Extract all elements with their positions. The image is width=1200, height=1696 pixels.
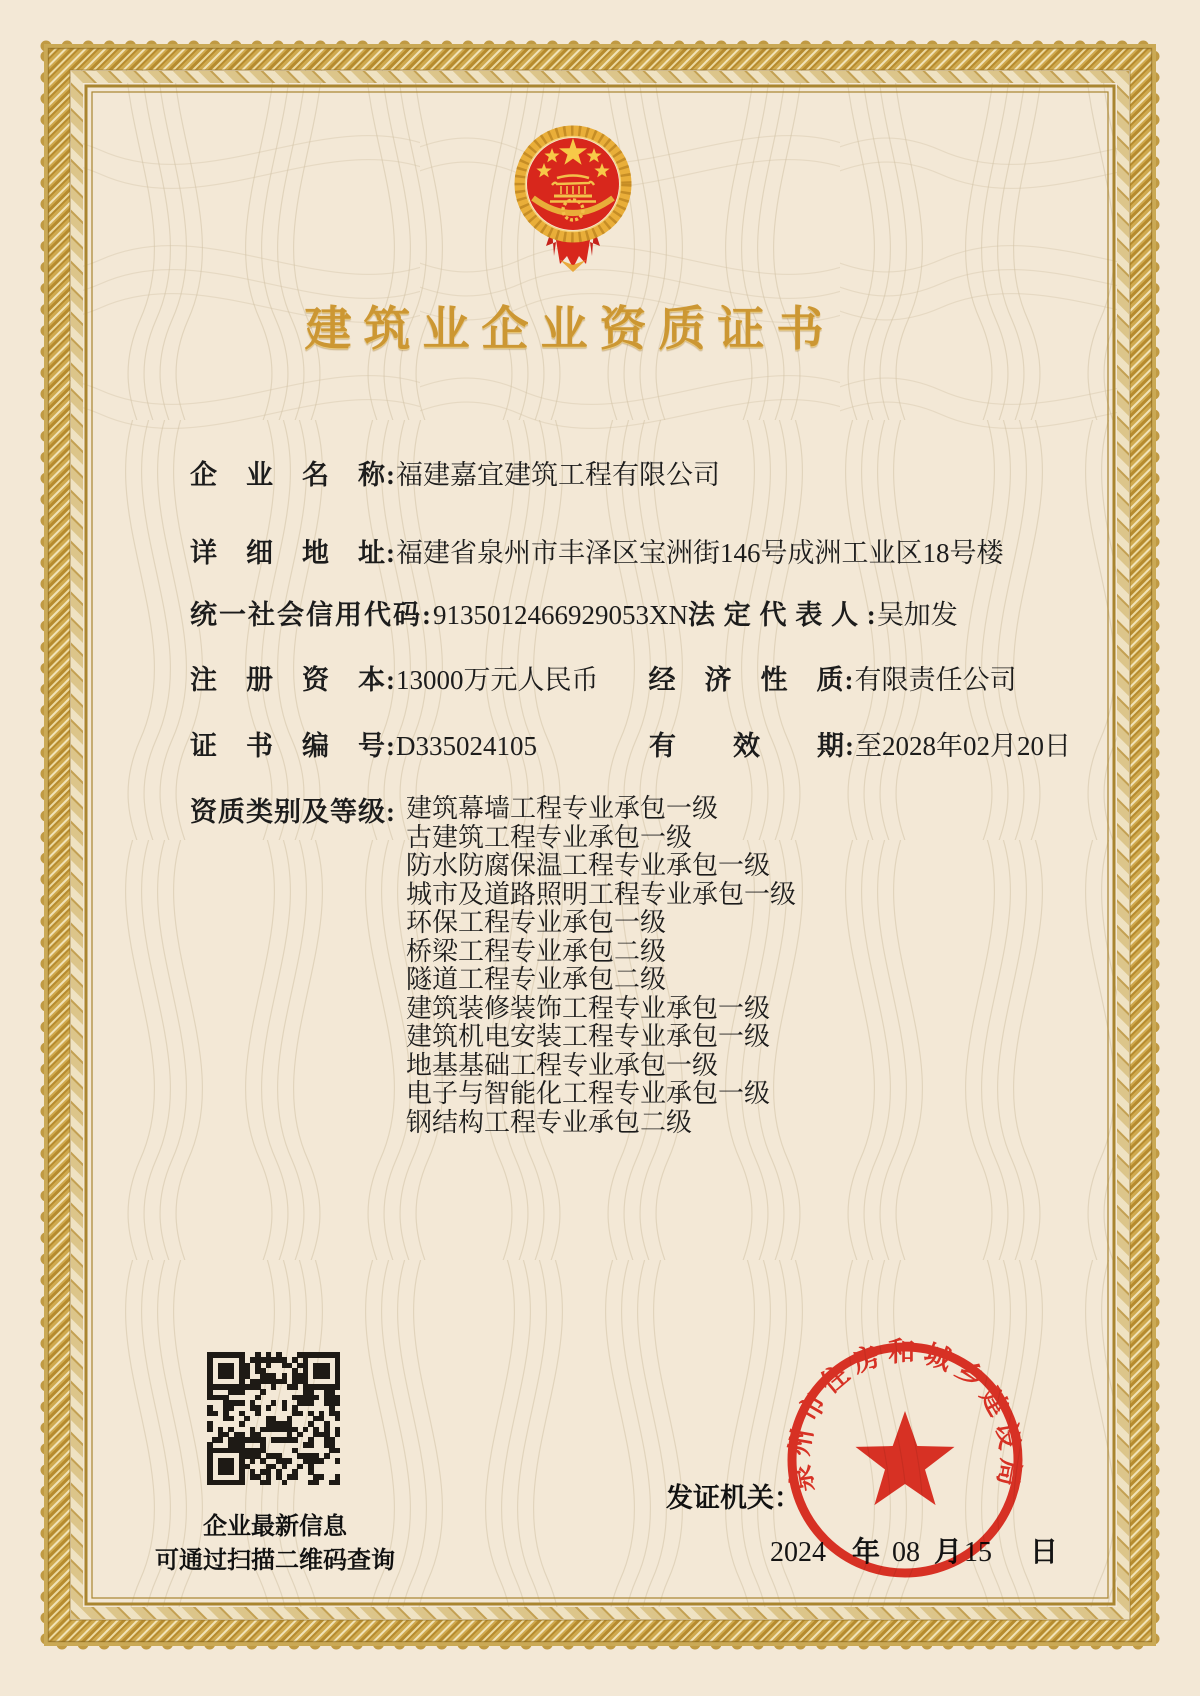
credit-code-value: 9135012466929053XN	[433, 600, 688, 630]
qualification-item: 环保工程专业承包一级	[406, 908, 667, 937]
issue-date-year: 2024	[770, 1537, 826, 1568]
official-seal	[782, 1337, 1028, 1583]
qualification-item: 电子与智能化工程专业承包一级	[406, 1079, 771, 1108]
field-company-name	[190, 458, 720, 492]
qualification-item: 建筑机电安装工程专业承包一级	[406, 1022, 771, 1051]
economic-nature-value: 有限责任公司	[854, 665, 1017, 695]
qualification-item: 城市及道路照明工程专业承包一级	[406, 879, 797, 909]
issue-date-year-unit: 年	[852, 1536, 881, 1567]
legal-rep-value: 吴加发	[876, 600, 958, 630]
issue-date-day: 15	[964, 1537, 993, 1568]
company-name-value: 福建嘉宜建筑工程有限公司	[396, 460, 720, 490]
field-capital	[190, 663, 1017, 697]
certificate-no-label: 证 书 编 号:	[190, 731, 396, 761]
credit-code-label: 统一社会信用代码:	[190, 600, 433, 630]
qualification-item: 防水防腐保温工程专业承包一级	[406, 851, 771, 880]
field-qualifications	[190, 795, 796, 1137]
capital-label: 注 册 资 本:	[190, 665, 396, 695]
qualification-item: 隧道工程专业承包二级	[406, 965, 667, 994]
national-emblem	[508, 122, 638, 274]
capital-value: 13000万元人民币	[396, 665, 599, 695]
field-certificate-no	[190, 729, 1071, 763]
qr-caption-line1: 企业最新信息	[203, 1513, 347, 1540]
qualification-item: 钢结构工程专业承包二级	[406, 1107, 693, 1137]
qr-code	[207, 1352, 340, 1485]
valid-until-label: 有 效 期:	[649, 731, 855, 761]
qualification-item: 建筑幕墙工程专业承包一级	[406, 794, 719, 823]
economic-nature-label: 经 济 性 质:	[648, 665, 855, 695]
qr-caption-line2: 可通过扫描二维码查询	[155, 1547, 395, 1574]
seal-star	[856, 1411, 955, 1505]
address-label: 详 细 地 址:	[190, 538, 396, 568]
issue-date-month-unit: 月	[934, 1536, 963, 1567]
issue-date-day-unit: 日	[1030, 1536, 1059, 1567]
qualification-item: 古建筑工程专业承包一级	[406, 822, 693, 852]
qualification-item: 地基基础工程专业承包一级	[406, 1050, 719, 1080]
qr-caption	[128, 1510, 422, 1578]
field-credit-code	[190, 598, 958, 632]
certificate-no-value: D335024105	[396, 731, 537, 761]
certificate-title: 建筑业企业资质证书	[304, 304, 836, 356]
seal-text: 泉州市住房和城乡建设局	[783, 1337, 1027, 1495]
qualifications-list	[406, 795, 796, 1137]
address-value: 福建省泉州市丰泽区宝洲街146号成洲工业区18号楼	[396, 538, 1004, 568]
field-address	[190, 536, 1004, 570]
legal-rep-label: 法 定 代 表 人 :	[688, 600, 877, 630]
valid-until-value: 至2028年02月20日	[855, 731, 1071, 761]
company-name-label: 企 业 名 称:	[190, 460, 396, 490]
issue-date-month: 08	[892, 1537, 921, 1568]
qualification-item: 建筑装修装饰工程专业承包一级	[406, 993, 771, 1023]
qualifications-label: 资质类别及等级:	[190, 797, 396, 827]
qualification-item: 桥梁工程专业承包二级	[406, 936, 667, 966]
issuing-authority-label: 发证机关：	[666, 1483, 801, 1513]
